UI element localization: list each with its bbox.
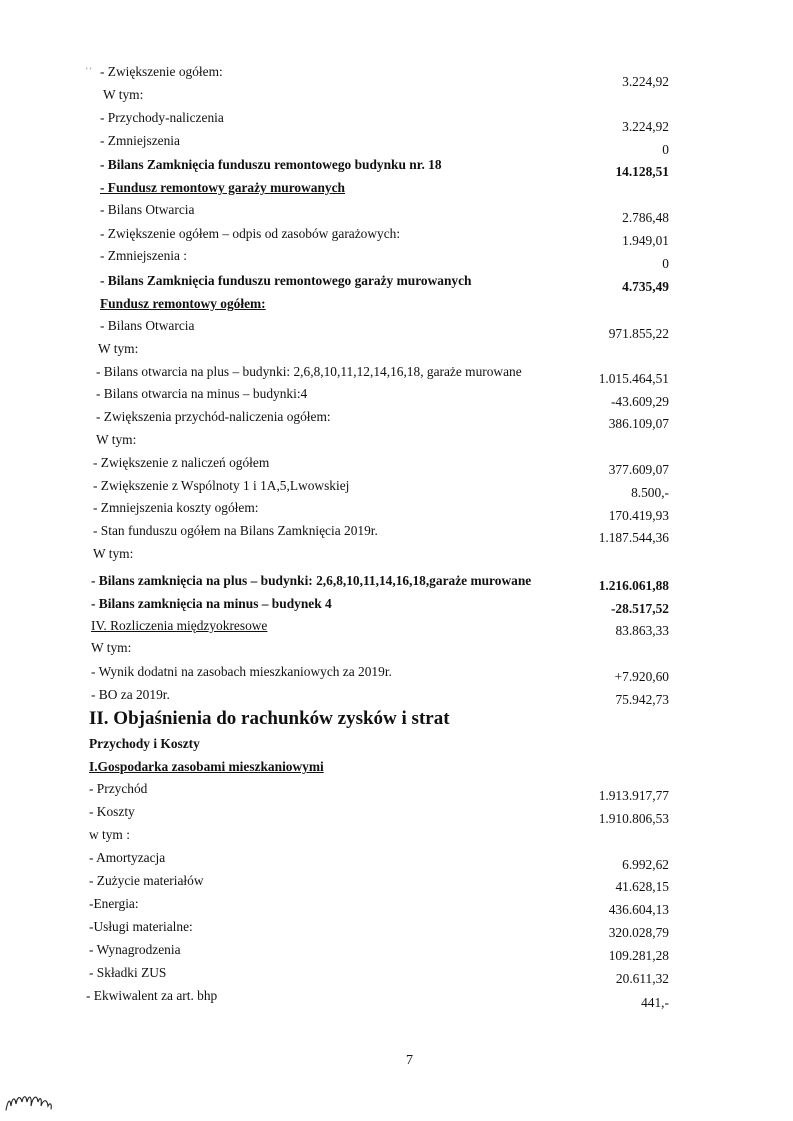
row-value: 4.735,49: [622, 279, 669, 294]
row-label: - Bilans zamknięcia na minus – budynek 4: [91, 596, 332, 611]
row-label: - Koszty: [89, 804, 135, 819]
row-value: 1.949,01: [622, 233, 669, 248]
handwritten-signature: [4, 1076, 54, 1116]
row-label: - Zmniejszenia :: [100, 248, 188, 263]
row-value: 320.028,79: [608, 925, 669, 940]
row-label: - Bilans Otwarcia: [100, 202, 195, 217]
row-label: - Stan funduszu ogółem na Bilans Zamknięcia 2019r.: [93, 523, 378, 538]
row-label: Przychody i Koszty: [89, 736, 200, 751]
scan-mark: ' ': [86, 66, 92, 76]
row-label: W tym:: [103, 87, 144, 102]
row-value: 75.942,73: [615, 692, 669, 707]
row-label: IV. Rozliczenia międzyokresowe: [91, 618, 268, 633]
row-label: -Usługi materialne:: [89, 919, 193, 934]
row-label: - Bilans zamknięcia na plus – budynki: 2,6,8,10,11,14,16,18,garaże murowane: [91, 573, 532, 588]
row-value: -43.609,29: [610, 394, 669, 409]
row-label: - Wynik dodatni na zasobach mieszkaniowych za 2019r.: [91, 664, 392, 679]
row-value: 0: [662, 256, 669, 271]
row-value: 971.855,22: [608, 326, 669, 341]
row-label: - Bilans Otwarcia: [100, 318, 195, 333]
row-label: - Wynagrodzenia: [89, 942, 181, 957]
row-value: 20.611,32: [615, 971, 669, 986]
row-value: 170.419,93: [608, 508, 669, 523]
row-label: - Zwiększenie ogółem:: [100, 64, 223, 79]
row-label: W tym:: [93, 546, 134, 561]
row-value: 1.187.544,36: [598, 530, 669, 545]
row-label: -Energia:: [89, 896, 139, 911]
row-value: +7.920,60: [614, 669, 669, 684]
row-label: - Bilans Zamknięcia funduszu remontowego garaży murowanych: [100, 273, 472, 288]
row-value: 1.913.917,77: [598, 788, 669, 803]
row-value: 1.216.061,88: [598, 578, 669, 593]
row-label: - Zmniejszenia: [100, 133, 180, 148]
row-label: I.Gospodarka zasobami mieszkaniowymi: [89, 759, 324, 774]
row-value: 0: [662, 142, 669, 157]
row-label: - Składki ZUS: [89, 965, 167, 980]
row-value: 6.992,62: [622, 857, 669, 872]
row-label: W tym:: [91, 640, 132, 655]
row-value: 441,-: [641, 995, 669, 1010]
row-value: 109.281,28: [608, 948, 669, 963]
row-label: - Bilans otwarcia na plus – budynki: 2,6,8,10,11,12,14,16,18, garaże murowane: [96, 364, 522, 379]
row-value: 2.786,48: [622, 210, 669, 225]
row-value: 3.224,92: [622, 74, 669, 89]
row-label: - Przychody-naliczenia: [100, 110, 224, 125]
row-label: - Zużycie materiałów: [89, 873, 204, 888]
row-value: 14.128,51: [615, 164, 669, 179]
row-value: 386.109,07: [608, 416, 669, 431]
row-label: - Fundusz remontowy garaży murowanych: [100, 180, 345, 195]
row-value: 3.224,92: [622, 119, 669, 134]
row-label: Fundusz remontowy ogółem:: [100, 296, 266, 311]
row-value: 436.604,13: [608, 902, 669, 917]
row-label: - Zwiększenie ogółem – odpis od zasobów garażowych:: [100, 226, 401, 241]
page-number: 7: [406, 1053, 413, 1068]
row-label: - Zmniejszenia koszty ogółem:: [93, 500, 259, 515]
row-value: 377.609,07: [608, 462, 669, 477]
row-label: - Zwiększenia przychód-naliczenia ogółem:: [96, 409, 331, 424]
row-label: - Zwiększenie z Wspólnoty 1 i 1A,5,Lwowskiej: [93, 478, 350, 493]
row-value: 41.628,15: [615, 879, 669, 894]
row-label: - Bilans otwarcia na minus – budynki:4: [96, 386, 308, 401]
row-value: 8.500,-: [631, 485, 669, 500]
section-heading: II. Objaśnienia do rachunków zysków i strat: [89, 708, 450, 729]
row-label: w tym :: [89, 827, 130, 842]
row-label: - Amortyzacja: [89, 850, 166, 865]
row-value: -28.517,52: [610, 601, 669, 616]
row-label: - Przychód: [89, 781, 148, 796]
row-label: W tym:: [96, 432, 137, 447]
row-label: - Bilans Zamknięcia funduszu remontowego budynku nr. 18: [100, 157, 442, 172]
row-label: - Zwiększenie z naliczeń ogółem: [93, 455, 270, 470]
row-label: - Ekwiwalent za art. bhp: [86, 988, 218, 1003]
row-value: 83.863,33: [615, 623, 669, 638]
row-value: 1.910.806,53: [598, 811, 669, 826]
row-label: W tym:: [98, 341, 139, 356]
row-value: 1.015.464,51: [598, 371, 669, 386]
row-label: - BO za 2019r.: [91, 687, 170, 702]
